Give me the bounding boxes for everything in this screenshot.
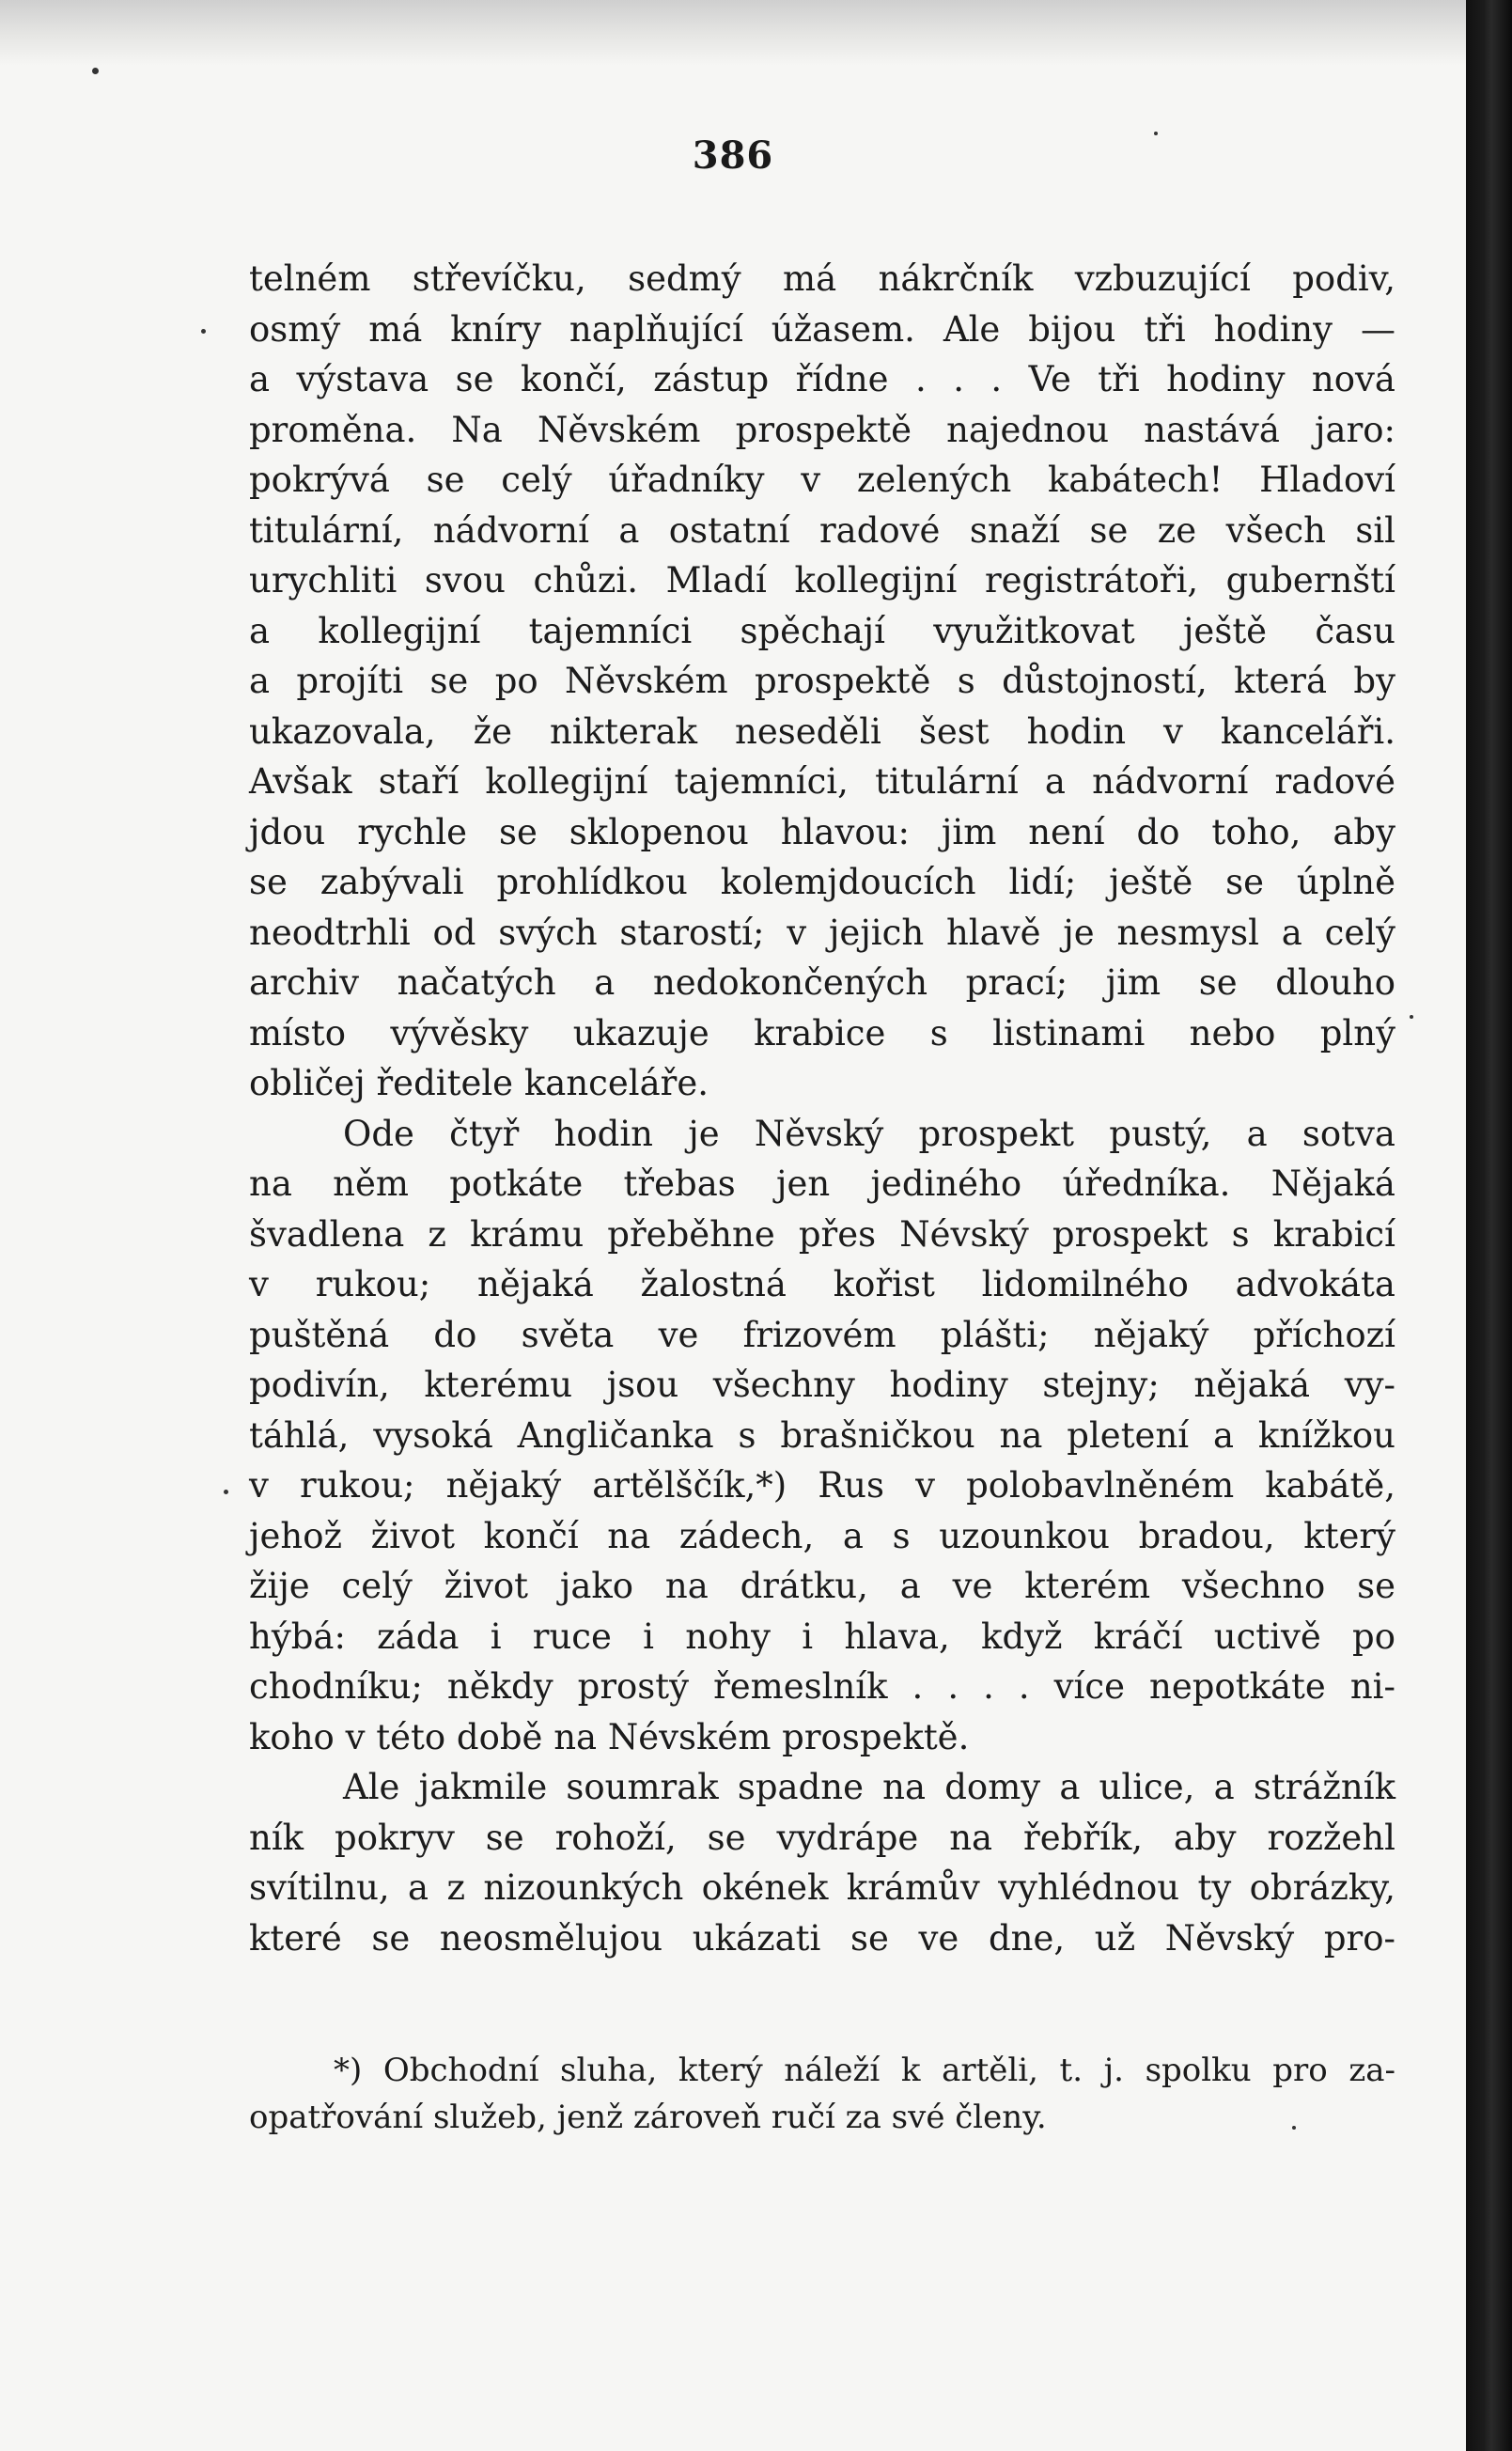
text-line: telném střevíčku, sedmý má nákrčník vzbuzující podiv, bbox=[249, 258, 1395, 299]
text-line: podivín, kterému jsou všechny hodiny stejny; nějaká vy- bbox=[249, 1365, 1395, 1405]
scan-speck bbox=[1410, 1015, 1413, 1019]
text-line: v rukou; nějaká žalostná kořist lidomilného advokáta bbox=[249, 1264, 1395, 1304]
page-top-shadow bbox=[0, 0, 1466, 66]
text-line: se zabývali prohlídkou kolemjdoucích lidí; ještě se úplně bbox=[249, 862, 1395, 902]
footnote bbox=[249, 2047, 1395, 2141]
text-line: osmý má kníry naplňující úžasem. Ale bijou tři hodiny — bbox=[249, 308, 1395, 350]
text-line: pokrývá se celý úřadníky v zelených kabátech! Hladoví bbox=[249, 460, 1395, 500]
text-line: táhlá, vysoká Angličanka s brašničkou na pletení a knížkou bbox=[249, 1414, 1395, 1456]
text-line: Avšak staří kollegijní tajemníci, titulární a nádvorní radové bbox=[249, 761, 1395, 802]
text-line: Ale jakmile soumrak spadne na domy a ulice, a strážník bbox=[343, 1767, 1395, 1807]
text-line: na něm potkáte třebas jen jediného úředníka. Nějaká bbox=[249, 1163, 1395, 1204]
text-line: a výstava se končí, zástup řídne . . . Ve tři hodiny nová bbox=[249, 359, 1395, 399]
text-line: jdou rychle se sklopenou hlavou: jim není do toho, aby bbox=[249, 811, 1395, 852]
text-line: v rukou; nějaký artělščík,*) Rus v polobavlněném kabátě, bbox=[249, 1465, 1395, 1506]
main-text bbox=[249, 254, 1395, 1963]
text-line: a projíti se po Něvském prospektě s důstojností, která by bbox=[249, 661, 1395, 701]
text-line: proměna. Na Něvském prospektě najednou nastává jaro: bbox=[249, 409, 1395, 450]
text-line: chodníku; někdy prostý řemeslník . . . . více nepotkáte ni- bbox=[249, 1666, 1395, 1707]
scan-speck bbox=[92, 68, 99, 74]
text-line: svítilnu, a z nizounkých okének krámův vyhlédnou ty obrázky, bbox=[249, 1867, 1395, 1908]
text-line: švadlena z krámu přeběhne přes Névský prospekt s krabicí bbox=[249, 1213, 1395, 1255]
text-line: ukazovala, že nikterak neseděli šest hodin v kanceláři. bbox=[249, 710, 1395, 752]
text-line: obličej ředitele kanceláře. bbox=[249, 1063, 709, 1103]
text-line: hýbá: záda i ruce i nohy i hlava, když kráčí uctivě po bbox=[249, 1616, 1395, 1657]
paragraph bbox=[249, 1762, 1395, 1963]
text-line: Ode čtyř hodin je Něvský prospekt pustý, a sotva bbox=[343, 1113, 1395, 1154]
paragraph bbox=[249, 1109, 1395, 1763]
text-line: koho v této době na Névském prospektě. bbox=[249, 1716, 970, 1757]
scan-speck bbox=[224, 1490, 228, 1494]
text-line: titulární, nádvorní a ostatní radové snaží se ze všech sil bbox=[249, 509, 1395, 551]
footnote-line: *) Obchodní sluha, který náleží k artěli, t. j. spolku pro za- bbox=[334, 2052, 1395, 2089]
footnote-line: opatřování služeb, jenž zároveň ručí za své členy. bbox=[249, 2099, 1047, 2136]
page-number: 386 bbox=[692, 133, 774, 178]
text-line: které se neosmělujou ukázati se ve dne, už Něvský pro- bbox=[249, 1917, 1395, 1959]
text-line: ník pokryv se rohoží, se vydrápe na řebřík, aby rozžehl bbox=[249, 1817, 1395, 1858]
text-line: archiv načatých a nedokončených prací; jim se dlouho bbox=[249, 962, 1395, 1003]
text-line: urychliti svou chůzi. Mladí kollegijní registrátoři, gubernští bbox=[249, 560, 1395, 601]
text-line: jehož život končí na zádech, a s uzounkou bradou, který bbox=[249, 1515, 1395, 1556]
text-line: místo vývěsky ukazuje krabice s listinami nebo plný bbox=[249, 1012, 1395, 1054]
scan-right-edge bbox=[1466, 0, 1512, 2451]
paragraph bbox=[249, 254, 1395, 1109]
text-line: puštěná do světa ve frizovém plášti; nějaký příchozí bbox=[249, 1314, 1395, 1355]
scan-speck bbox=[201, 329, 206, 334]
text-line: neodtrhli od svých starostí; v jejich hlavě je nesmysl a celý bbox=[249, 912, 1395, 953]
text-line: a kollegijní tajemníci spěchají využitkovat ještě času bbox=[249, 610, 1395, 651]
text-line: žije celý život jako na drátku, a ve kterém všechno se bbox=[249, 1566, 1395, 1606]
